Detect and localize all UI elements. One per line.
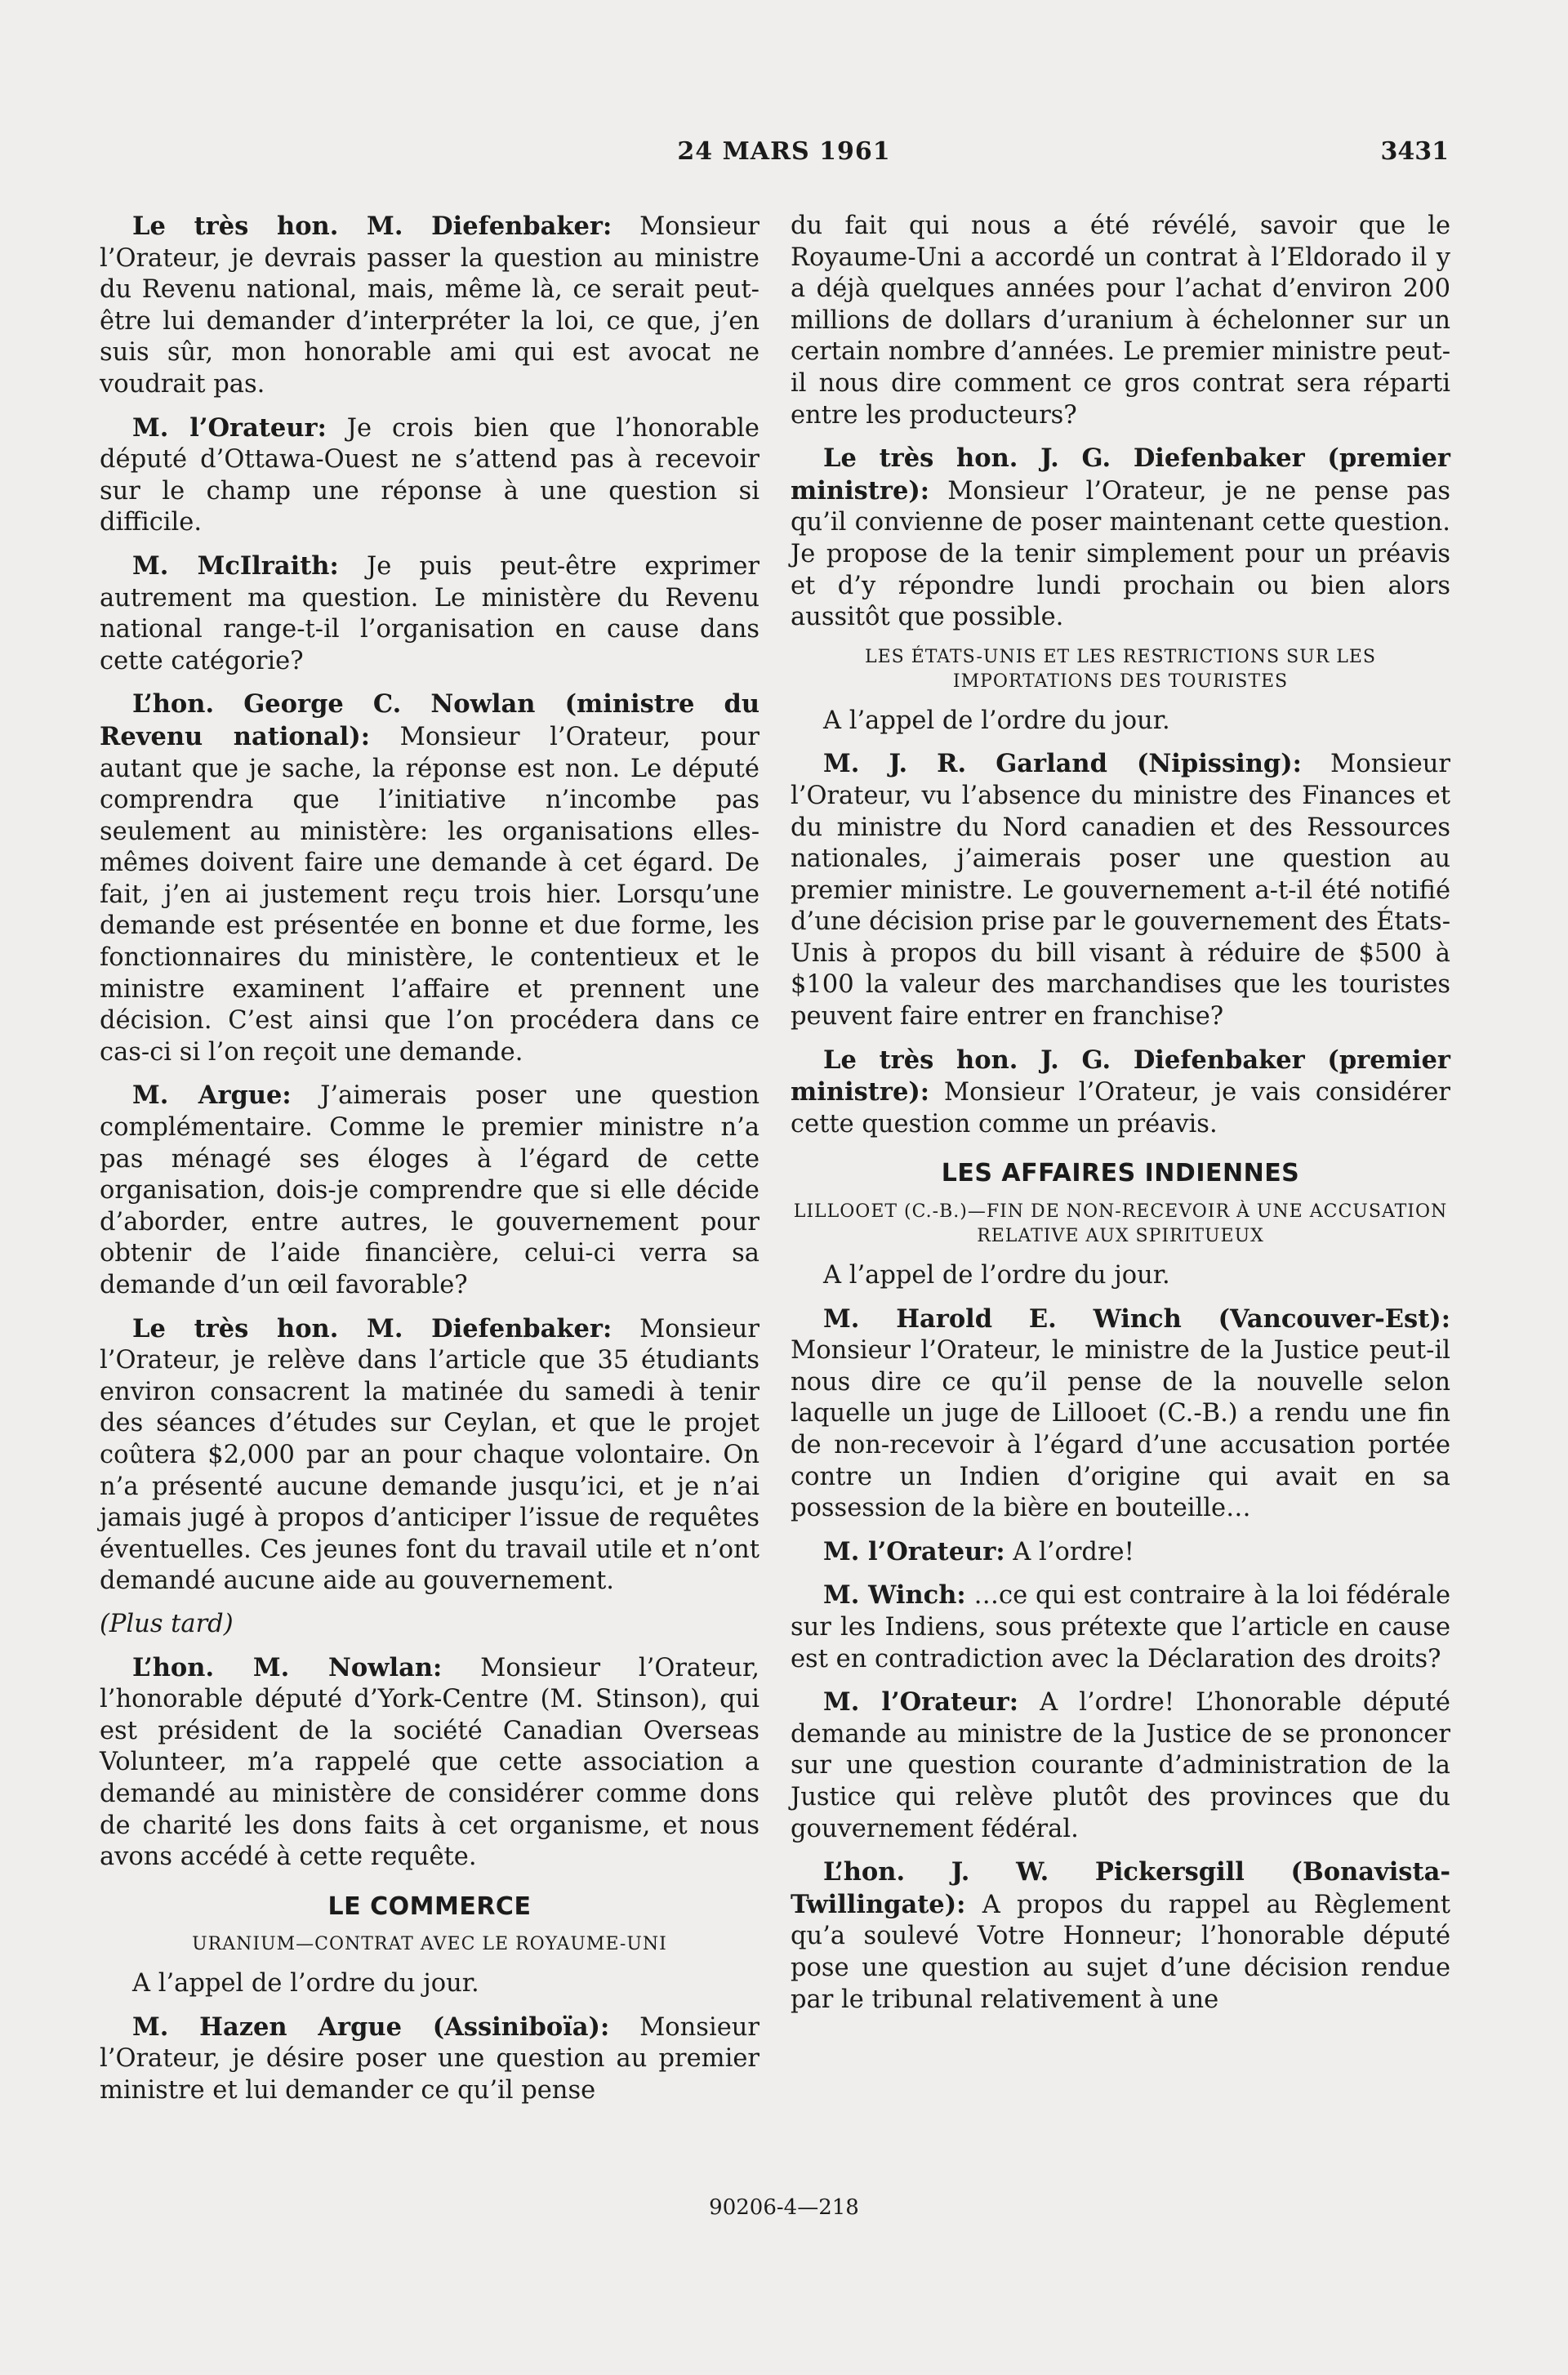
paragraph-text: Monsieur l’Orateur, je devrais passer la question au ministre du Revenu national, mais, même là, ce serait peut-être lui demander d’interpréter la loi, ce que, j’en suis sûr, mon honorable ami qui est avocat ne voudrait pas. [100,212,760,399]
paragraph-text: A l’ordre! L’honorable député demande au ministre de la Justice de se prononcer sur une question courante d’administration de la Justice qui relève plutôt des provinces que du gouvernement fédéral. [791,1688,1450,1843]
paragraph [791,1536,1450,1569]
paragraph-text: A l’appel de l’ordre du jour. [132,1969,479,1998]
speaker-name: Le très hon. M. Diefenbaker: [132,212,612,241]
paragraph-text: A l’appel de l’ordre du jour. [823,706,1170,735]
paragraph [100,412,760,539]
section-subheading: LILLOOET (C.-B.)—FIN DE NON-RECEVOIR À UNE ACCUSATION RELATIVE AUX SPIRITUEUX [793,1201,1448,1247]
paragraph-text: A l’ordre! [1004,1537,1134,1566]
paragraph [100,688,760,1068]
right-column [791,211,1450,2027]
speaker-name: L’hon. George C. Nowlan (ministre du Revenu national): [100,689,760,751]
page-header [0,137,1568,178]
paragraph [100,1313,760,1597]
paragraph [791,1260,1450,1292]
section-title: LES AFFAIRES INDIENNES [941,1159,1300,1188]
paragraph-text: (Plus tard) [100,1609,234,1638]
paragraph [791,706,1450,737]
paragraph-text: Monsieur l’Orateur, le ministre de la Justice peut-il nous dire ce qu’il pense de la nouvelle selon laquelle un juge de Lillooet (C.-B.) a rendu une fin de non-recevoir à l’égard d’une accusation portée contre un Indien d’origine qui avait en sa possession de la bière en bouteille… [791,1336,1450,1523]
speaker-name: Le très hon. J. G. Diefenbaker (premier ministre): [791,443,1450,506]
page-footer: 90206-4—218 [709,2195,859,2220]
speaker-name: Le très hon. M. Diefenbaker: [132,1313,612,1343]
paragraph [100,2012,760,2107]
paragraph-text: Monsieur l’Orateur, je relève dans l’article que 35 étudiants environ consacrent la matinée du samedi à tenir des séances d’études sur Ceylan, et que le projet coûtera $2,000 par an pour chaque volontaire. On n’a présenté aucune demande jusqu’ici, et je n’ai jamais jugé à propos d’anticiper l’issue de requêtes éventuelles. Ces jeunes font du travail utile et n’ont demandé aucune aide au gouvernement. [100,1314,760,1596]
speaker-name: M. Harold E. Winch (Vancouver-Est): [823,1303,1450,1334]
speaker-name: M. Argue: [132,1081,292,1111]
paragraph [100,1080,760,1301]
speaker-name: M. l’Orateur: [132,412,327,443]
paragraph [791,1303,1450,1525]
paragraph-text: …ce qui est contraire à la loi fédérale sur les Indiens, sous prétexte que l’article en cause est en contradiction avec la Déclaration des droits? [791,1581,1451,1673]
paragraph-text: A propos du rappel au Règlement qu’a soulevé Votre Honneur; l’honorable député pose une question au sujet d’une décision rendue par le tribunal relativement à une [791,1890,1450,2014]
paragraph [791,211,1450,431]
section-title: LE COMMERCE [327,1892,532,1921]
speaker-name: L’hon. M. Nowlan: [132,1652,443,1682]
speaker-name: M. McIlraith: [132,550,339,581]
paragraph-text: Monsieur l’Orateur, pour autant que je sache, la réponse est non. Le député comprendra que l’initiative n’incombe pas seulement au ministère: les organisations elles-mêmes doivent faire une demande à cet égard. De fait, j’en ai justement reçu trois hier. Lorsqu’une demande est présentée en bonne et due forme, les fonctionnaires du ministère, le contentieux et le ministre examinent l’affaire et prennent une décision. C’est ainsi que l’on procédera dans ce cas-ci si l’on reçoit une demande. [100,722,760,1067]
paragraph-text: Monsieur l’Orateur, je désire poser une question au premier ministre et lui demander ce qu’il pense [100,2012,760,2105]
speaker-name: M. J. R. Garland (Nipissing): [823,749,1302,779]
paragraph [791,1856,1450,2016]
paragraph [791,1687,1450,1845]
speaker-name: L’hon. J. W. Pickersgill (Bonavista-Twillingate): [791,1857,1450,1919]
paragraph-text: A l’appel de l’ordre du jour. [823,1261,1170,1290]
paragraph-text: Monsieur l’Orateur, je vais considérer cette question comme un préavis. [791,1078,1450,1138]
paragraph-text: Monsieur l’Orateur, vu l’absence du ministre des Finances et du ministre du Nord canadien et des Ressources nationales, j’aimerais poser une question au premier ministre. Le gouvernement a-t-il été notifié d’une décision prise par le gouvernement des États-Unis à propos du bill visant à réduire de $500 à $100 la valeur des marchandises que les touristes peuvent faire entrer en franchise? [791,750,1450,1032]
speaker-name: M. Winch: [823,1580,966,1611]
section-subheading: URANIUM—CONTRAT AVEC LE ROYAUME-UNI [192,1934,667,1955]
left-column [100,211,760,2119]
header-date: 24 MARS 1961 [677,137,891,166]
paragraph [100,1968,760,2000]
paragraph [100,1609,760,1641]
speaker-name: M. l’Orateur: [823,1687,1018,1718]
speaker-name: M. Hazen Argue (Assiniboïa): [132,2012,610,2042]
paragraph [100,550,760,677]
section-subheading: LES ÉTATS-UNIS ET LES RESTRICTIONS SUR LES IMPORTATIONS DES TOURISTES [864,646,1377,692]
paragraph [100,211,760,401]
paragraph-text: Je puis peut-être exprimer autrement ma question. Le ministère du Revenu national range-t-il l’organisation en cause dans cette catégorie? [100,551,760,675]
paragraph [791,443,1450,634]
paragraph-text: J’aimerais poser une question complémentaire. Comme le premier ministre n’a pas ménagé ses éloges à l’égard de cette organisation, dois-je comprendre que si elle décide d’aborder, entre autres, le gouvernement pour obtenir de l’aide financière, celui-ci verra sa demande d’un œil favorable? [100,1081,760,1299]
speaker-name: Le très hon. J. G. Diefenbaker (premier ministre): [791,1045,1450,1107]
paragraph-text: du fait qui nous a été révélé, savoir que le Royaume-Uni a accordé un contrat à l’Eldorado il y a déjà quelques années pour l’achat d’environ 200 millions de dollars d’uranium à échelonner sur un certain nombre d’années. Le premier ministre peut-il nous dire comment ce gros contrat sera réparti entre les producteurs? [791,212,1450,430]
page-number: 3431 [1380,137,1449,166]
paragraph [100,1652,760,1874]
paragraph-text: Je crois bien que l’honorable député d’Ottawa-Ouest ne s’attend pas à recevoir sur le champ une réponse à une question si difficile. [100,413,760,537]
speaker-name: M. l’Orateur: [823,1536,1005,1566]
paragraph [791,1045,1450,1141]
paragraph [791,1580,1450,1675]
paragraph-text: Monsieur l’Orateur, je ne pense pas qu’il convienne de poser maintenant cette question. Je propose de la tenir simplement pour un préavis et d’y répondre lundi prochain ou bien alors aussitôt que possible. [791,476,1450,632]
paragraph [791,748,1450,1032]
paragraph-text: Monsieur l’Orateur, l’honorable député d’York-Centre (M. Stinson), qui est président de la société Canadian Overseas Volunteer, m’a rappelé que cette association a demandé au ministère de considérer comme dons de charité les dons faits à cet organisme, et nous avons accédé à cette requête. [100,1653,760,1872]
